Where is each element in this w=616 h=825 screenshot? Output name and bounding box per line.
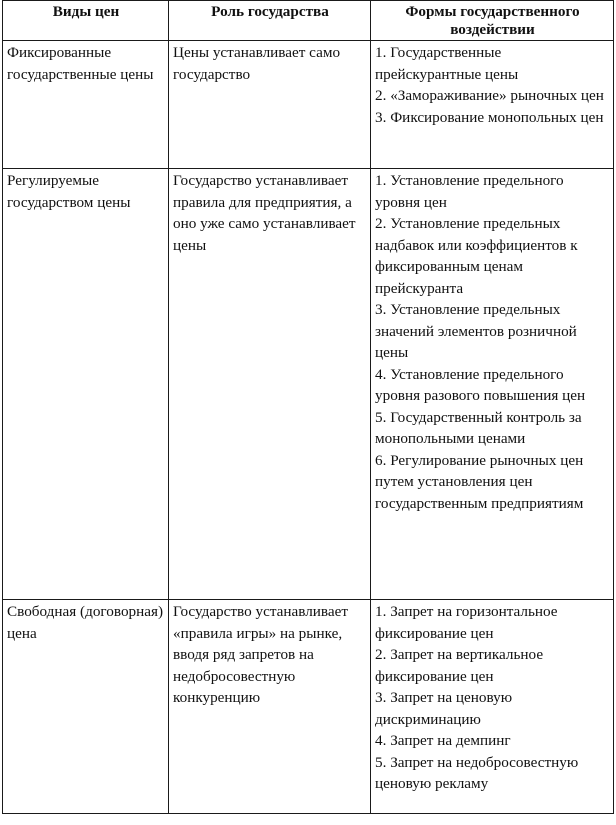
price-type-cell [3, 600, 169, 814]
table-header-row [3, 1, 614, 41]
form-item: 2. Запрет на вертикальное фиксирование цен [375, 646, 544, 685]
price-types-table [2, 0, 614, 814]
table-row [3, 600, 614, 814]
form-item: 3. Установление предельных значений элементов розничной цены [375, 301, 577, 361]
state-role-cell [169, 600, 371, 814]
form-item: 4. Установление предельного уровня разового повышения цен [375, 365, 586, 404]
price-type-cell [3, 41, 169, 169]
price-type-cell [3, 169, 169, 600]
form-item: 5. Государственный контроль за монопольными ценами [375, 408, 582, 447]
forms-cell [371, 169, 614, 600]
state-role-text: Государство устанавливает правила для предприятия, а оно уже само устанавливает цены [173, 172, 356, 254]
price-type-text: Регулируемые государством цены [7, 172, 131, 211]
form-item: 5. Запрет на недобросовестную ценовую рекламу [375, 753, 579, 792]
form-item: 1. Государственные прейскурантные цены [375, 44, 519, 83]
form-item: 1. Запрет на горизонтальное фиксирование цен [375, 603, 558, 642]
form-item: 1. Установление предельного уровня цен [375, 172, 564, 211]
form-item: 3. Фиксирование монопольных цен [375, 108, 604, 126]
column-header-state-role: Роль государства [169, 1, 371, 41]
state-role-cell [169, 169, 371, 600]
form-item: 3. Запрет на ценовую дискриминацию [375, 689, 513, 728]
form-item: 2. «Замораживание» рыночных цен [375, 87, 604, 104]
column-header-price-types: Виды цен [3, 1, 169, 41]
table-row [3, 41, 614, 169]
forms-cell [371, 41, 614, 169]
state-role-cell [169, 41, 371, 169]
form-item: 6. Регулирование рыночных цен путем установления цен государственным предприятиям [375, 451, 584, 512]
price-type-text: Фиксированные государственные цены [7, 44, 154, 83]
form-item: 2. Установление предельных надбавок или коэффициентов к фиксированным ценам прейскуранта [375, 215, 578, 297]
column-header-forms: Формы государственного воздействии [371, 1, 614, 41]
forms-cell [371, 600, 614, 814]
state-role-text: Цены устанавливает само государство [173, 44, 341, 83]
state-role-text: Государство устанавливает «правила игры» на рынке, вводя ряд запретов на недобросовестную конкуренцию [173, 603, 349, 706]
form-item: 4. Запрет на демпинг [375, 732, 511, 749]
table-row [3, 169, 614, 600]
price-type-text: Свободная (договорная) цена [7, 603, 164, 642]
